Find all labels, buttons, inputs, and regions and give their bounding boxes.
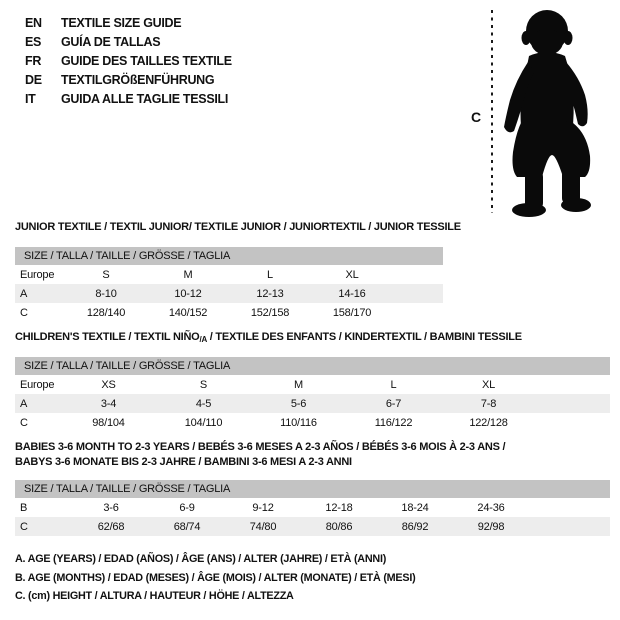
babies-table xyxy=(15,498,610,536)
junior-table-title: JUNIOR TEXTILE / TEXTIL JUNIOR/ TEXTILE JUNIOR / JUNIORTEXTIL / JUNIOR TESSILE xyxy=(15,221,461,233)
cell: 10-12 xyxy=(174,287,202,300)
cell: XL xyxy=(345,268,359,281)
lang-row-de xyxy=(25,71,232,90)
legend-line-b: B. AGE (MONTHS) / EDAD (MESES) / ÂGE (MOIS) / ALTER (MONATE) / ETÀ (MESI) xyxy=(15,571,416,584)
cell-spacer xyxy=(393,265,443,284)
table-row xyxy=(15,413,610,432)
legend-line-a: A. AGE (YEARS) / EDAD (AÑOS) / ÂGE (ANS) / ALTER (JAHRE) / ETÀ (ANNI) xyxy=(15,553,387,565)
cell-spacer xyxy=(393,303,443,322)
cell: 122/128 xyxy=(469,416,508,429)
cell: S xyxy=(102,268,110,281)
cell: 116/122 xyxy=(374,416,413,429)
lang-label: TEXTILE SIZE GUIDE xyxy=(61,16,182,30)
row-label: C xyxy=(20,416,28,429)
junior-table xyxy=(15,265,443,322)
table-row xyxy=(15,394,610,413)
cell: 62/68 xyxy=(97,520,125,533)
row-label: Europe xyxy=(20,268,55,281)
cell: 6-7 xyxy=(385,397,402,410)
table-row xyxy=(15,517,610,536)
lang-label: TEXTILGRÖßENFÜHRUNG xyxy=(61,73,215,87)
cell: 18-24 xyxy=(401,501,429,514)
cell: L xyxy=(267,268,273,281)
size-header-bar: SIZE / TALLA / TAILLE / GRÖSSE / TAGLIA xyxy=(15,247,443,265)
size-header-bar: SIZE / TALLA / TAILLE / GRÖSSE / TAGLIA xyxy=(15,480,610,498)
cell: 110/116 xyxy=(280,416,317,429)
cell: 6-9 xyxy=(179,501,195,514)
cell: 158/170 xyxy=(332,306,372,319)
lang-row-en xyxy=(25,14,232,33)
height-dotted-line xyxy=(491,10,493,213)
cell-spacer xyxy=(536,413,610,432)
measurement-legend xyxy=(15,550,415,606)
cell: 5-6 xyxy=(290,397,307,410)
cell: M xyxy=(294,378,303,391)
row-label: A xyxy=(20,287,28,300)
row-label: B xyxy=(20,501,28,514)
lang-code: DE xyxy=(25,73,42,87)
cell: 3-6 xyxy=(103,501,119,514)
lang-code: ES xyxy=(25,35,42,49)
cell-spacer xyxy=(529,498,610,517)
cell: S xyxy=(199,378,208,391)
cell: 92/98 xyxy=(477,520,505,533)
table-row xyxy=(15,303,443,322)
cell: 68/74 xyxy=(173,520,201,533)
cell: XL xyxy=(481,378,496,391)
cell: 128/140 xyxy=(86,306,126,319)
junior-size-table xyxy=(15,247,443,322)
size-header-bar: SIZE / TALLA / TAILLE / GRÖSSE / TAGLIA xyxy=(15,357,610,375)
lang-code: IT xyxy=(25,92,36,106)
lang-row-it xyxy=(25,90,232,109)
cell: 98/104 xyxy=(92,416,125,429)
lang-code: FR xyxy=(25,54,42,68)
legend-line-c: C. (cm) HEIGHT / ALTURA / HAUTEUR / HÖHE / ALTEZZA xyxy=(15,590,294,602)
title-line-1: BABIES 3-6 MONTH TO 2-3 YEARS / BEBÉS 3-6 MESES A 2-3 AÑOS / BÉBÉS 3-6 MOIS À 2-3 ANS / xyxy=(15,441,506,453)
cell: 104/110 xyxy=(184,416,223,429)
title-line-2: BABYS 3-6 MONATE BIS 2-3 JAHRE / BAMBINI 3-6 MESI A 2-3 ANNI xyxy=(15,456,352,468)
cell-spacer xyxy=(536,394,610,413)
children-table xyxy=(15,375,610,432)
cell: 86/92 xyxy=(401,520,429,533)
cell-spacer xyxy=(536,375,610,394)
lang-label: GUIDA ALLE TAGLIE TESSILI xyxy=(61,92,229,106)
row-label: C xyxy=(20,306,28,319)
cell: 14-16 xyxy=(338,287,366,300)
children-table-title xyxy=(15,330,522,347)
cell: 8-10 xyxy=(95,287,117,300)
table-row xyxy=(15,284,443,303)
cell-spacer xyxy=(529,517,610,536)
cell: 4-5 xyxy=(195,397,212,410)
cell: 152/158 xyxy=(250,306,290,319)
cell: 24-36 xyxy=(477,501,505,514)
title-subscript: /A xyxy=(199,335,207,344)
cell: 140/152 xyxy=(168,306,208,319)
table-row xyxy=(15,375,610,394)
height-measure-label: C xyxy=(471,109,481,125)
cell: M xyxy=(183,268,193,281)
row-label: A xyxy=(20,397,28,410)
row-label: C xyxy=(20,520,28,533)
cell: L xyxy=(390,378,397,391)
lang-row-fr xyxy=(25,52,232,71)
table-row xyxy=(15,498,610,517)
row-label: Europe xyxy=(20,378,55,391)
children-size-table xyxy=(15,357,610,432)
lang-label: GUÍA DE TALLAS xyxy=(61,35,161,49)
language-list xyxy=(25,14,232,109)
title-text: / TEXTILE DES ENFANTS / KINDERTEXTIL / BAMBINI TESSILE xyxy=(206,331,522,343)
toddler-silhouette-icon xyxy=(495,4,610,219)
table-row xyxy=(15,265,443,284)
lang-label: GUIDE DES TAILLES TEXTILE xyxy=(61,54,232,68)
cell: 80/86 xyxy=(325,520,353,533)
cell: 12-13 xyxy=(256,287,284,300)
cell: 7-8 xyxy=(480,397,497,410)
cell: 12-18 xyxy=(325,501,353,514)
lang-row-es xyxy=(25,33,232,52)
babies-size-table xyxy=(15,480,610,536)
cell-spacer xyxy=(393,284,443,303)
cell: 3-4 xyxy=(100,397,117,410)
title-text: CHILDREN'S TEXTILE / TEXTIL NIÑO xyxy=(15,331,200,343)
babies-table-title xyxy=(15,440,505,470)
cell: 9-12 xyxy=(252,501,274,514)
cell: XS xyxy=(101,378,116,391)
cell: 74/80 xyxy=(249,520,277,533)
lang-code: EN xyxy=(25,16,42,30)
